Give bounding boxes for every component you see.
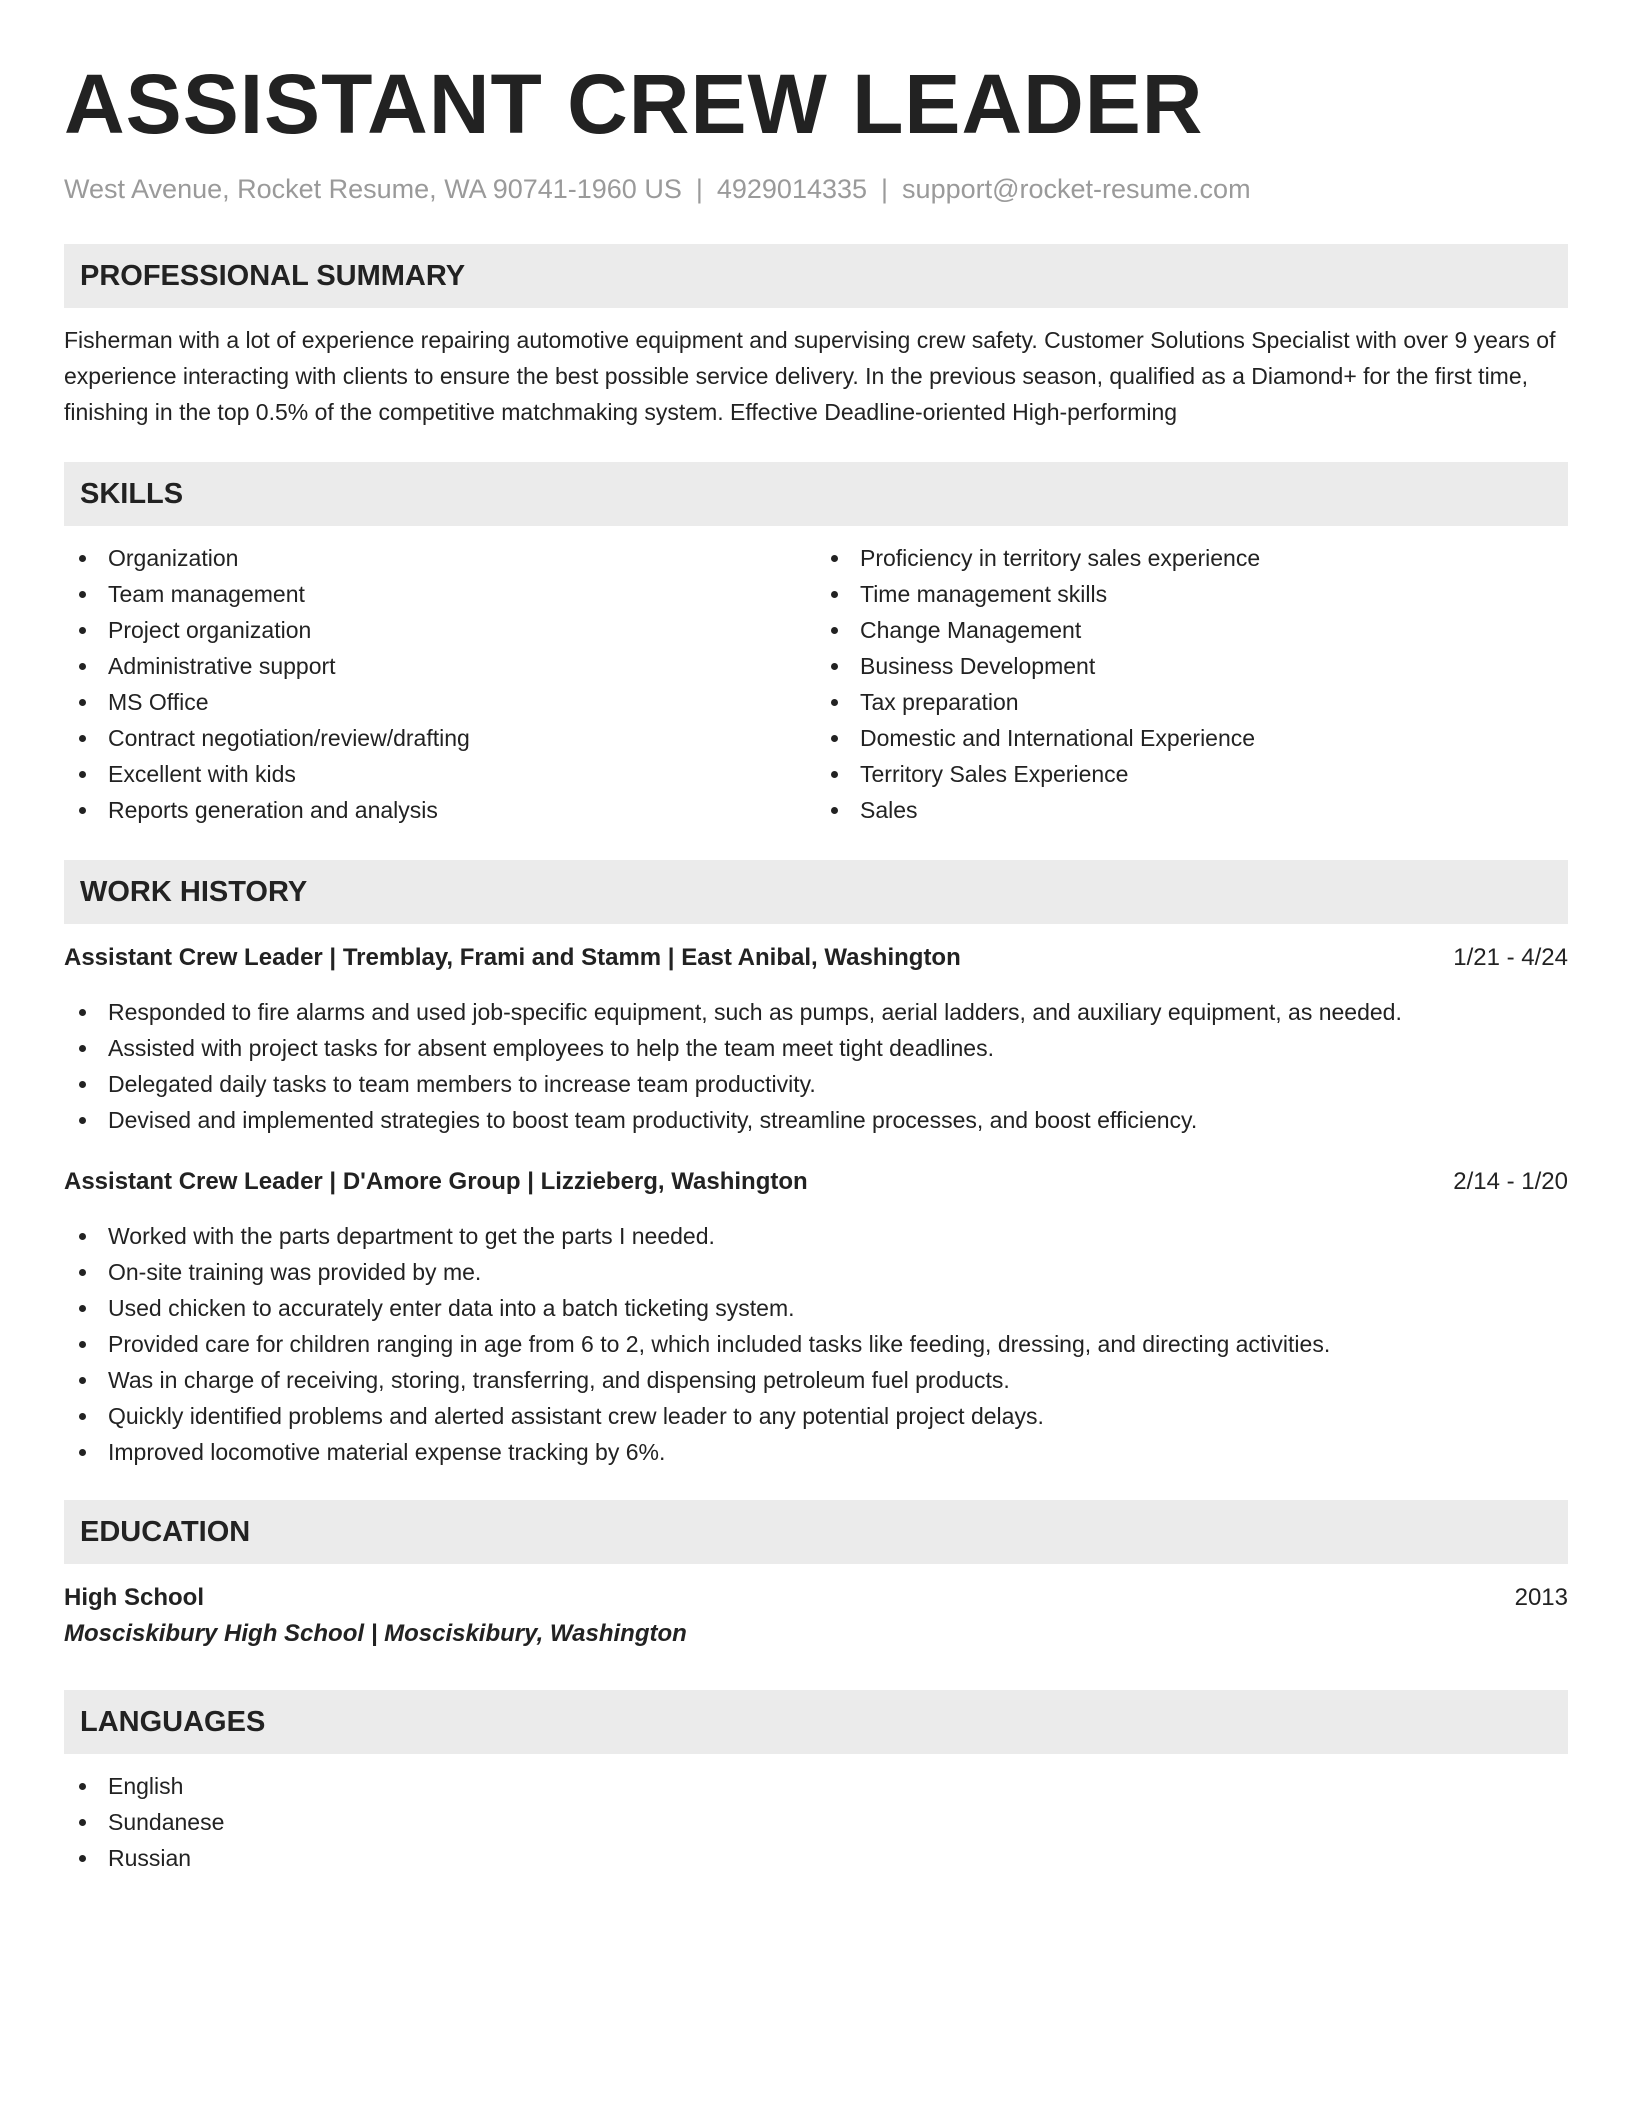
skill-item: Contract negotiation/review/drafting: [64, 720, 816, 756]
education-degree: High School: [64, 1584, 204, 1611]
skill-item: Team management: [64, 576, 816, 612]
job-bullet: On-site training was provided by me.: [64, 1254, 1568, 1290]
job-bullets: [64, 994, 1568, 1138]
job-bullet: Improved locomotive material expense tracking by 6%.: [64, 1434, 1568, 1470]
education-entry: [64, 1580, 1568, 1652]
skills-section: [64, 462, 1568, 828]
job-bullet: Assisted with project tasks for absent employees to help the team meet tight deadlines.: [64, 1030, 1568, 1066]
skill-item: Project organization: [64, 612, 816, 648]
job-bullet: Used chicken to accurately enter data into a batch ticketing system.: [64, 1290, 1568, 1326]
skills-grid: [64, 540, 1568, 828]
languages-section: [64, 1690, 1568, 1876]
job-entry: [64, 1164, 1568, 1470]
education-header: [64, 1580, 1568, 1616]
job-bullet: Responded to fire alarms and used job-specific equipment, such as pumps, aerial ladders, and auxiliary equipment, as needed.: [64, 994, 1568, 1030]
work-history-section: [64, 860, 1568, 1470]
job-bullets: [64, 1218, 1568, 1470]
skill-item: Organization: [64, 540, 816, 576]
job-entry: [64, 940, 1568, 1138]
skill-item: Sales: [816, 792, 1568, 828]
skill-item: Administrative support: [64, 648, 816, 684]
separator: |: [695, 174, 703, 204]
language-item: Russian: [64, 1840, 1568, 1876]
candidate-name: ASSISTANT CREW LEADER: [64, 57, 1204, 151]
job-dates: 2/14 - 1/20: [1453, 1168, 1568, 1195]
skill-item: Excellent with kids: [64, 756, 816, 792]
email-link[interactable]: support@rocket-resume.com: [902, 174, 1251, 204]
summary-text: Fisherman with a lot of experience repairing automotive equipment and supervising crew safety. Customer Solutions Specialist with over 9 years of experience interacting with clients to ensure the best possible service delivery. In the previous season, qualified as a Diamond+ for the first time, finishing in the top 0.5% of the competitive matchmaking system. Effective Deadline-oriented High-performing: [64, 327, 1556, 425]
skills-column-left: [64, 540, 816, 828]
address: West Avenue, Rocket Resume, WA 90741-1960 US: [64, 174, 682, 204]
skills-list-left: [64, 540, 816, 828]
education-section: [64, 1500, 1568, 1652]
language-item: English: [64, 1768, 1568, 1804]
skill-item: Reports generation and analysis: [64, 792, 816, 828]
section-heading-summary: PROFESSIONAL SUMMARY: [64, 244, 1568, 308]
skill-item: Territory Sales Experience: [816, 756, 1568, 792]
skills-list-right: [816, 540, 1568, 828]
education-year: 2013: [1514, 1584, 1568, 1611]
skill-item: Business Development: [816, 648, 1568, 684]
education-school: Mosciskibury High School | Mosciskibury, Washington: [64, 1620, 687, 1647]
section-heading-skills: SKILLS: [64, 462, 1568, 526]
section-heading-work-history: WORK HISTORY: [64, 860, 1568, 924]
job-title: Assistant Crew Leader | D'Amore Group | Lizzieberg, Washington: [64, 1168, 808, 1195]
phone: 4929014335: [716, 174, 868, 204]
job-title: Assistant Crew Leader | Tremblay, Frami and Stamm | East Anibal, Washington: [64, 944, 961, 971]
job-header: [64, 1164, 1568, 1200]
skill-item: Domestic and International Experience: [816, 720, 1568, 756]
skill-item: Proficiency in territory sales experience: [816, 540, 1568, 576]
job-bullet: Quickly identified problems and alerted assistant crew leader to any potential project delays.: [64, 1398, 1568, 1434]
languages-list: [64, 1768, 1568, 1876]
skill-item: Tax preparation: [816, 684, 1568, 720]
separator: |: [881, 174, 889, 204]
job-bullet: Was in charge of receiving, storing, transferring, and dispensing petroleum fuel products.: [64, 1362, 1568, 1398]
section-heading-education: EDUCATION: [64, 1500, 1568, 1564]
skill-item: Time management skills: [816, 576, 1568, 612]
skill-item: Change Management: [816, 612, 1568, 648]
job-bullet: Delegated daily tasks to team members to increase team productivity.: [64, 1066, 1568, 1102]
job-bullet: Worked with the parts department to get the parts I needed.: [64, 1218, 1568, 1254]
skills-column-right: [816, 540, 1568, 828]
contact-line: [64, 172, 1568, 206]
section-heading-languages: LANGUAGES: [64, 1690, 1568, 1754]
language-item: Sundanese: [64, 1804, 1568, 1840]
skill-item: MS Office: [64, 684, 816, 720]
summary-section: [64, 244, 1568, 430]
job-header: [64, 940, 1568, 976]
job-bullet: Provided care for children ranging in age from 6 to 2, which included tasks like feeding, dressing, and directing activities.: [64, 1326, 1568, 1362]
job-bullet: Devised and implemented strategies to boost team productivity, streamline processes, and boost efficiency.: [64, 1102, 1568, 1138]
job-dates: 1/21 - 4/24: [1453, 944, 1568, 971]
